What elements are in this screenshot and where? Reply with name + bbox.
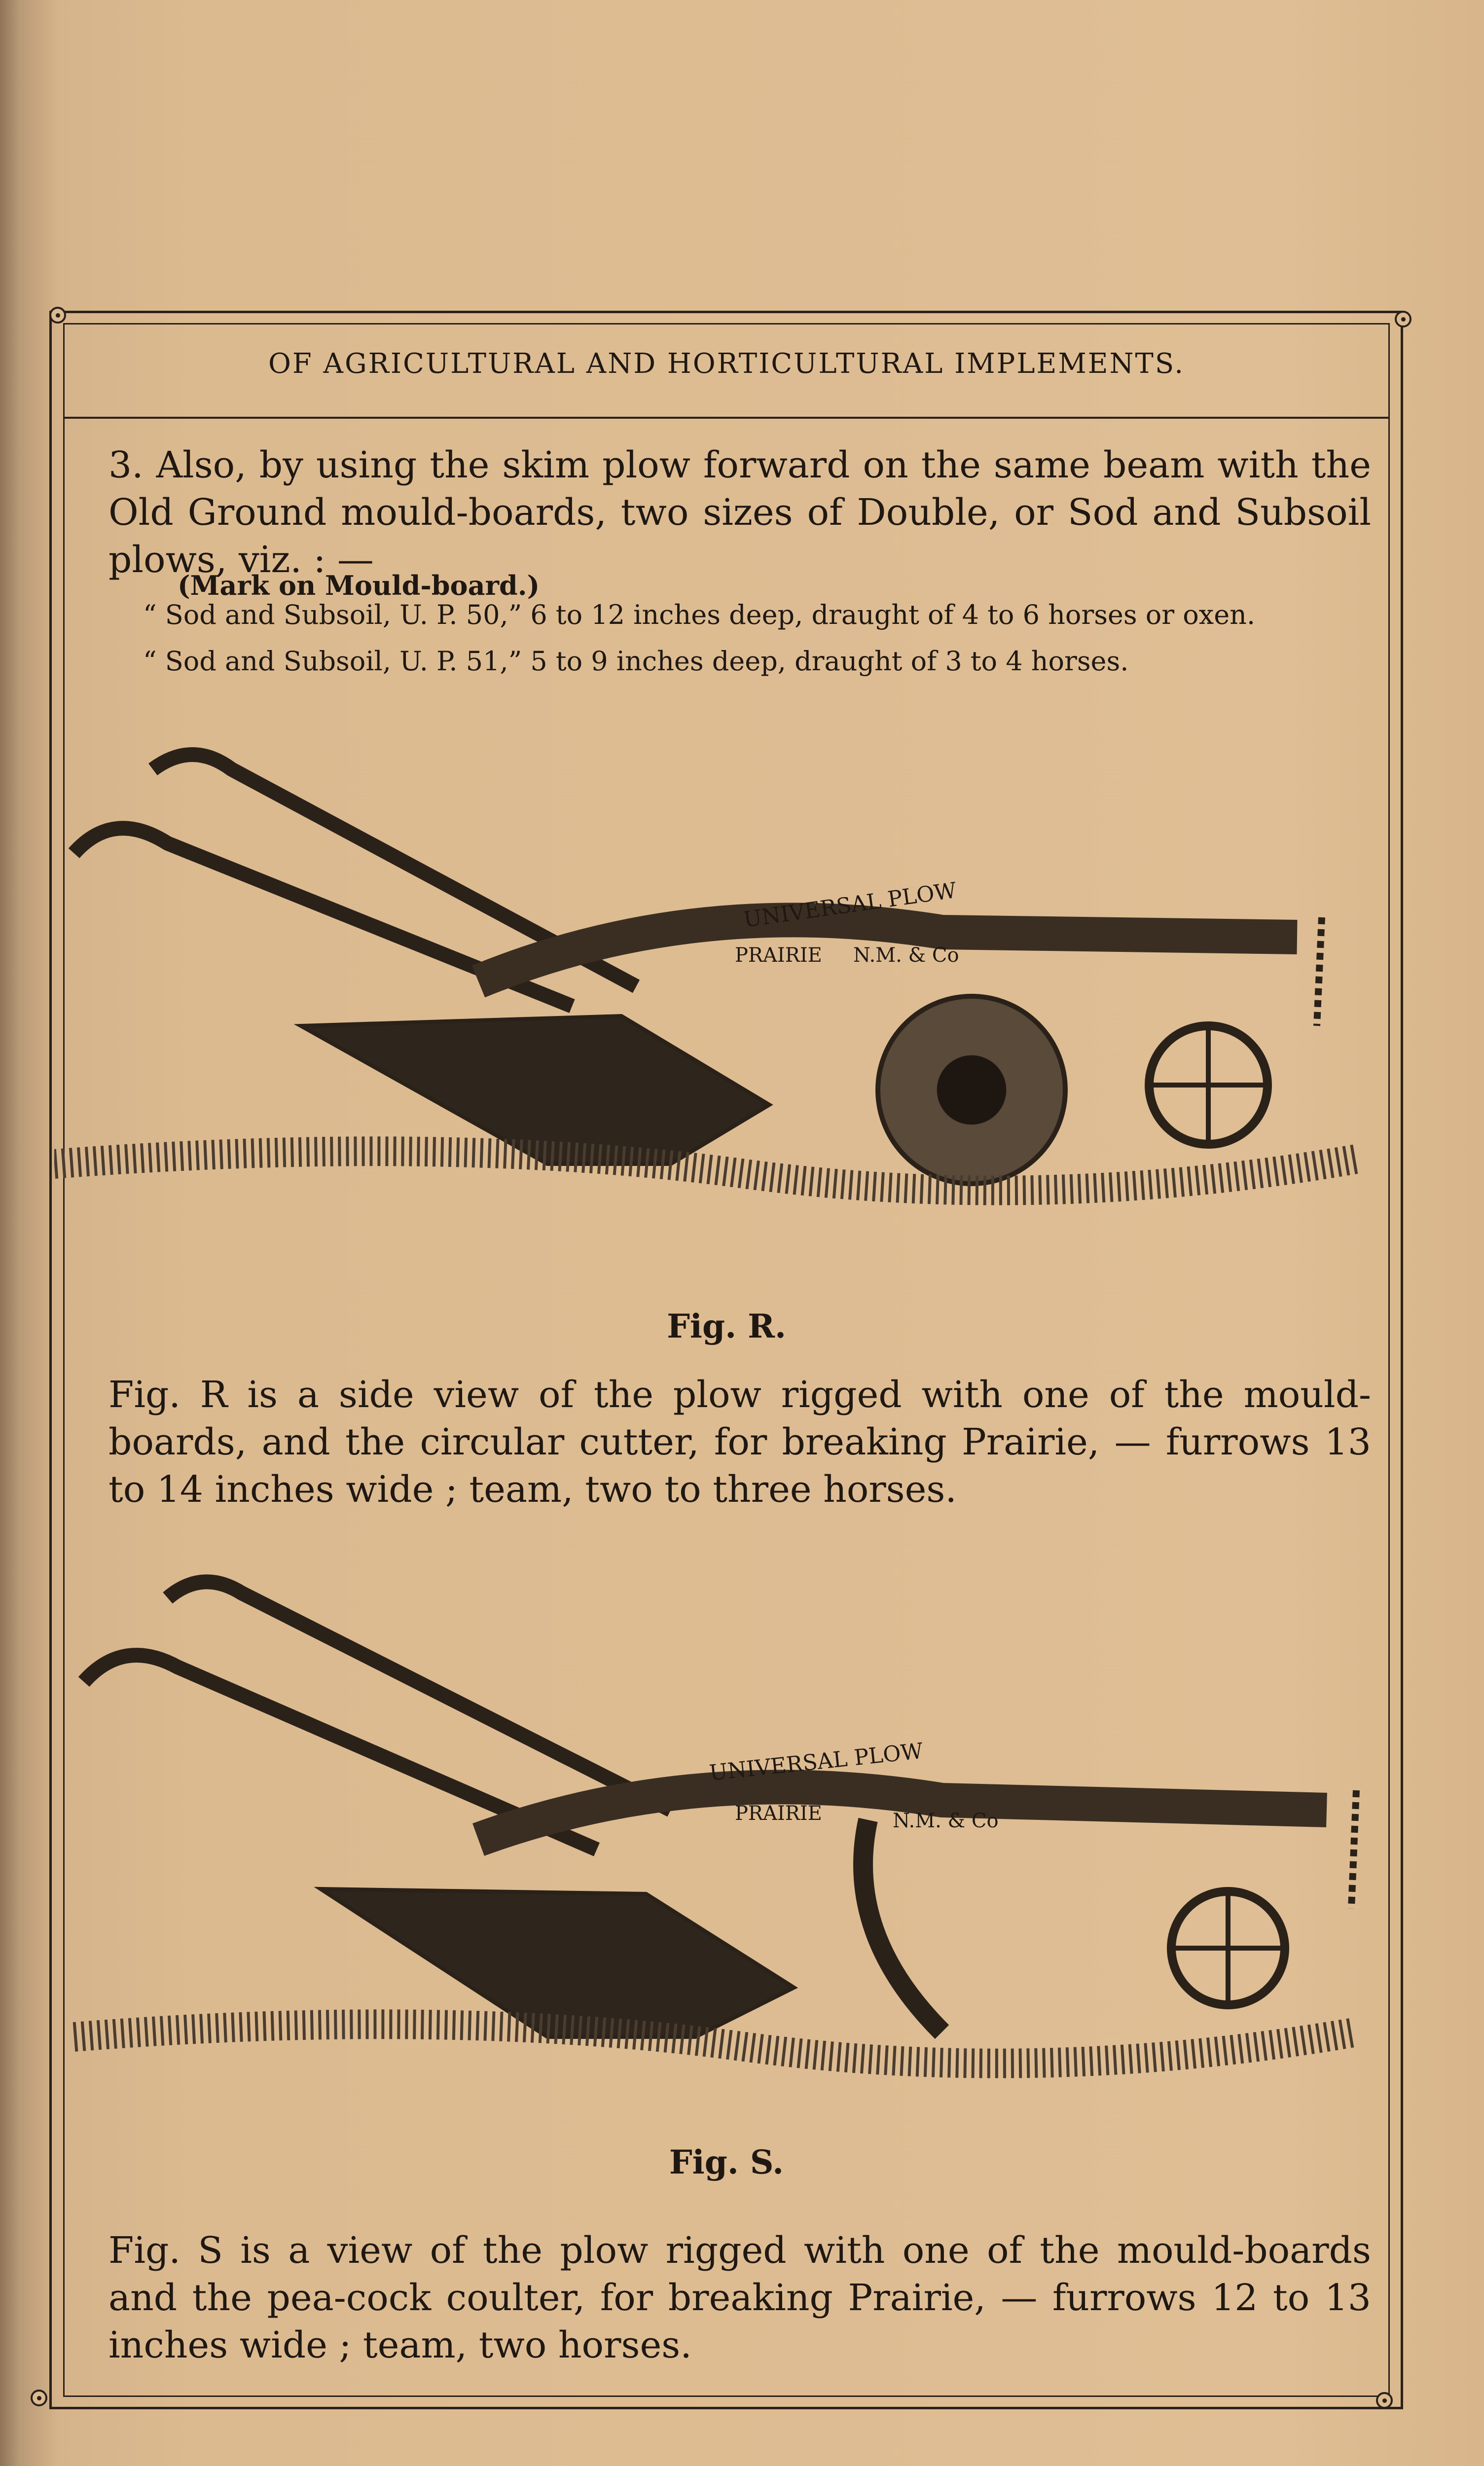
figure-r-caption: Fig. R. [667, 1307, 786, 1345]
corner-ornament-icon [1376, 2392, 1393, 2409]
beam-lettering: PRAIRIE [735, 1802, 822, 1825]
corner-ornament-icon [31, 2390, 47, 2406]
mark-item: “ Sod and Subsoil, U. P. 51,” 5 to 9 inches deep, draught of 3 to 4 horses. [143, 646, 1129, 677]
mark-heading: (Mark on Mould-board.) [178, 570, 540, 601]
corner-ornament-icon [49, 307, 66, 324]
beam-lettering: N.M. & Co [853, 944, 959, 967]
figure-r-text: Fig. R is a side view of the plow rigged with one of the mould-boards, and the circular cutter, for breaking Prairie, — furrows 13 to 14 inches wide ; team, two to three horses. [109, 1374, 1371, 1511]
header-rule [63, 417, 1390, 419]
figure-r-plow-illustration [54, 730, 1386, 1302]
beam-lettering: PRAIRIE [735, 944, 822, 967]
corner-ornament-icon [1395, 311, 1412, 327]
figure-s-plow-illustration [54, 1563, 1386, 2121]
intro-text: 3. Also, by using the skim plow forward on the same beam with the Old Ground mould-boards, two sizes of Double, or Sod and Subsoil plows, viz. : — [109, 444, 1371, 581]
mark-item: “ Sod and Subsoil, U. P. 50,” 6 to 12 inches deep, draught of 4 to 6 horses or oxen. [143, 599, 1256, 630]
running-header: OF AGRICULTURAL AND HORTICULTURAL IMPLEMENTS. [268, 348, 1185, 380]
figure-s-caption: Fig. S. [669, 2143, 784, 2181]
beam-lettering: N.M. & Co [893, 1810, 999, 1832]
beam-lettering: UNIVERSAL PLOW [708, 1738, 924, 1786]
figure-s-description [79, 2227, 1371, 2369]
figure-s-text: Fig. S is a view of the plow rigged with one of the mould-boards and the pea-cock coulter, for breaking Prairie, — furrows 12 to 13 inches wide ; team, two horses. [109, 2229, 1371, 2366]
beam-lettering: UNIVERSAL PLOW [742, 877, 958, 933]
figure-r-description [79, 1371, 1371, 1513]
